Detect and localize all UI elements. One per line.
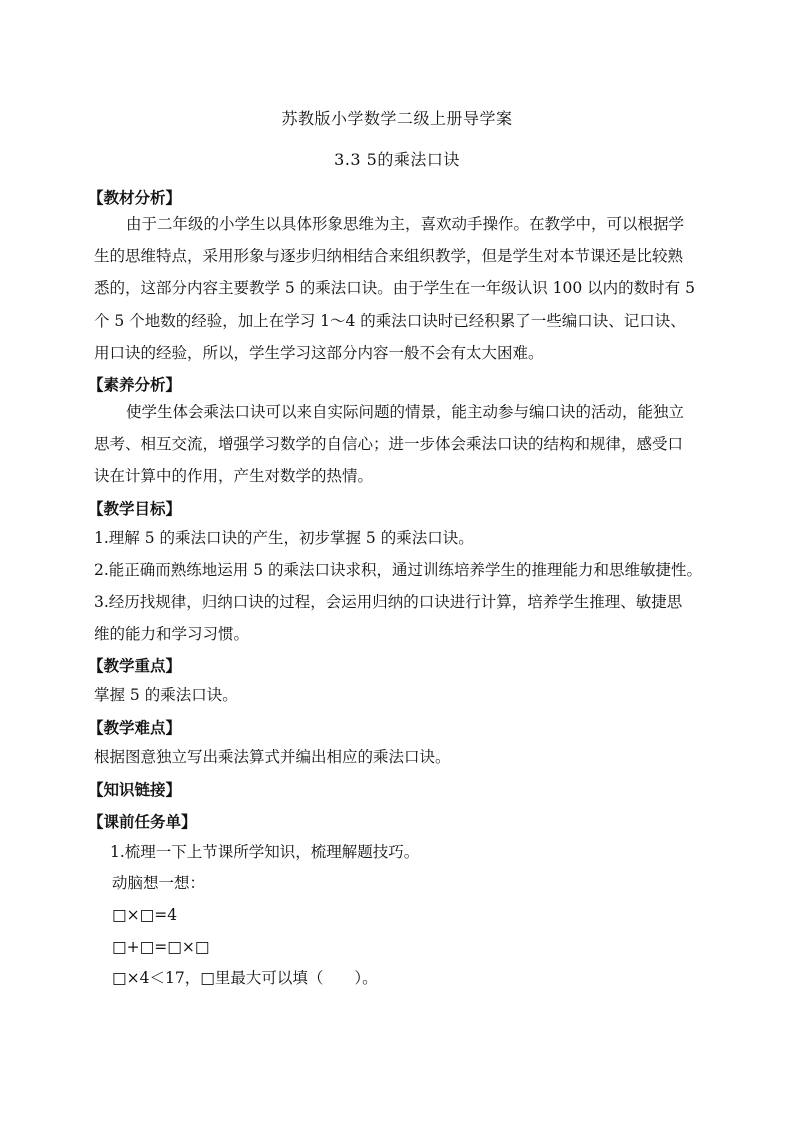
paragraph-line: 由于二年级的小学生以具体形象思维为主，喜欢动手操作。在教学中，可以根据学 [126, 215, 685, 233]
section-heading-link: 【知识链接】 [88, 781, 182, 799]
section-heading-goals: 【教学目标】 [88, 500, 182, 518]
equation-3: □×4＜17，□里最大可以填（ ）。 [112, 969, 378, 987]
section-heading-pretask: 【课前任务单】 [88, 813, 197, 831]
goal-item-2: 2.能正确而熟练地运用 5 的乘法口诀求积，通过训练培养学生的推理能力和思维敏捷性。 [94, 561, 703, 579]
goal-item-3: 3.经历找规律，归纳口诀的过程，会运用归纳的口诀进行计算，培养学生推理、敏捷思 [94, 593, 683, 611]
equation-1: □×□=4 [112, 906, 178, 924]
paragraph-line: 诀在计算中的作用，产生对数学的热情。 [94, 467, 374, 485]
paragraph-line: 思考、相互交流，增强学习数学的自信心；进一步体会乘法口诀的结构和规律，感受口 [94, 435, 684, 453]
paragraph-line: 使学生体会乘法口诀可以来自实际问题的情景，能主动参与编口诀的活动，能独立 [126, 403, 685, 421]
task-item-1: 1.梳理一下上节课所学知识，梳理解题技巧。 [110, 843, 420, 861]
document-title: 苏教版小学数学二级上册导学案 [281, 109, 513, 128]
paragraph-line: 生的思维特点，采用形象与逐步归纳相结合来组织教学，但是学生对本节课还是比较熟 [94, 247, 684, 265]
paragraph-line: 用口诀的经验，所以，学生学习这部分内容一般不会有太大困难。 [94, 344, 544, 362]
section-heading-analysis: 【教材分析】 [88, 189, 182, 207]
key-point: 掌握 5 的乘法口诀。 [94, 686, 238, 704]
paragraph-line: 悉的，这部分内容主要教学 5 的乘法口诀。由于学生在一年级认识 100 以内的数时有 5 [94, 279, 695, 297]
task-think-label: 动脑想一想： [112, 874, 206, 892]
equation-2: □+□=□×□ [112, 938, 210, 956]
document-subtitle: 3.3 5的乘法口诀 [334, 150, 460, 169]
goal-item-3-cont: 维的能力和学习习惯。 [94, 625, 250, 643]
goal-item-1: 1.理解 5 的乘法口诀的产生，初步掌握 5 的乘法口诀。 [94, 529, 474, 547]
section-heading-difficulty: 【教学难点】 [88, 719, 182, 737]
section-heading-key: 【教学重点】 [88, 657, 182, 675]
section-heading-literacy: 【素养分析】 [88, 376, 182, 394]
difficulty-point: 根据图意独立写出乘法算式并编出相应的乘法口诀。 [94, 748, 451, 766]
paragraph-line: 个 5 个地数的经验，加上在学习 1～4 的乘法口诀时已经积累了一些编口诀、记口诀、 [94, 312, 686, 330]
